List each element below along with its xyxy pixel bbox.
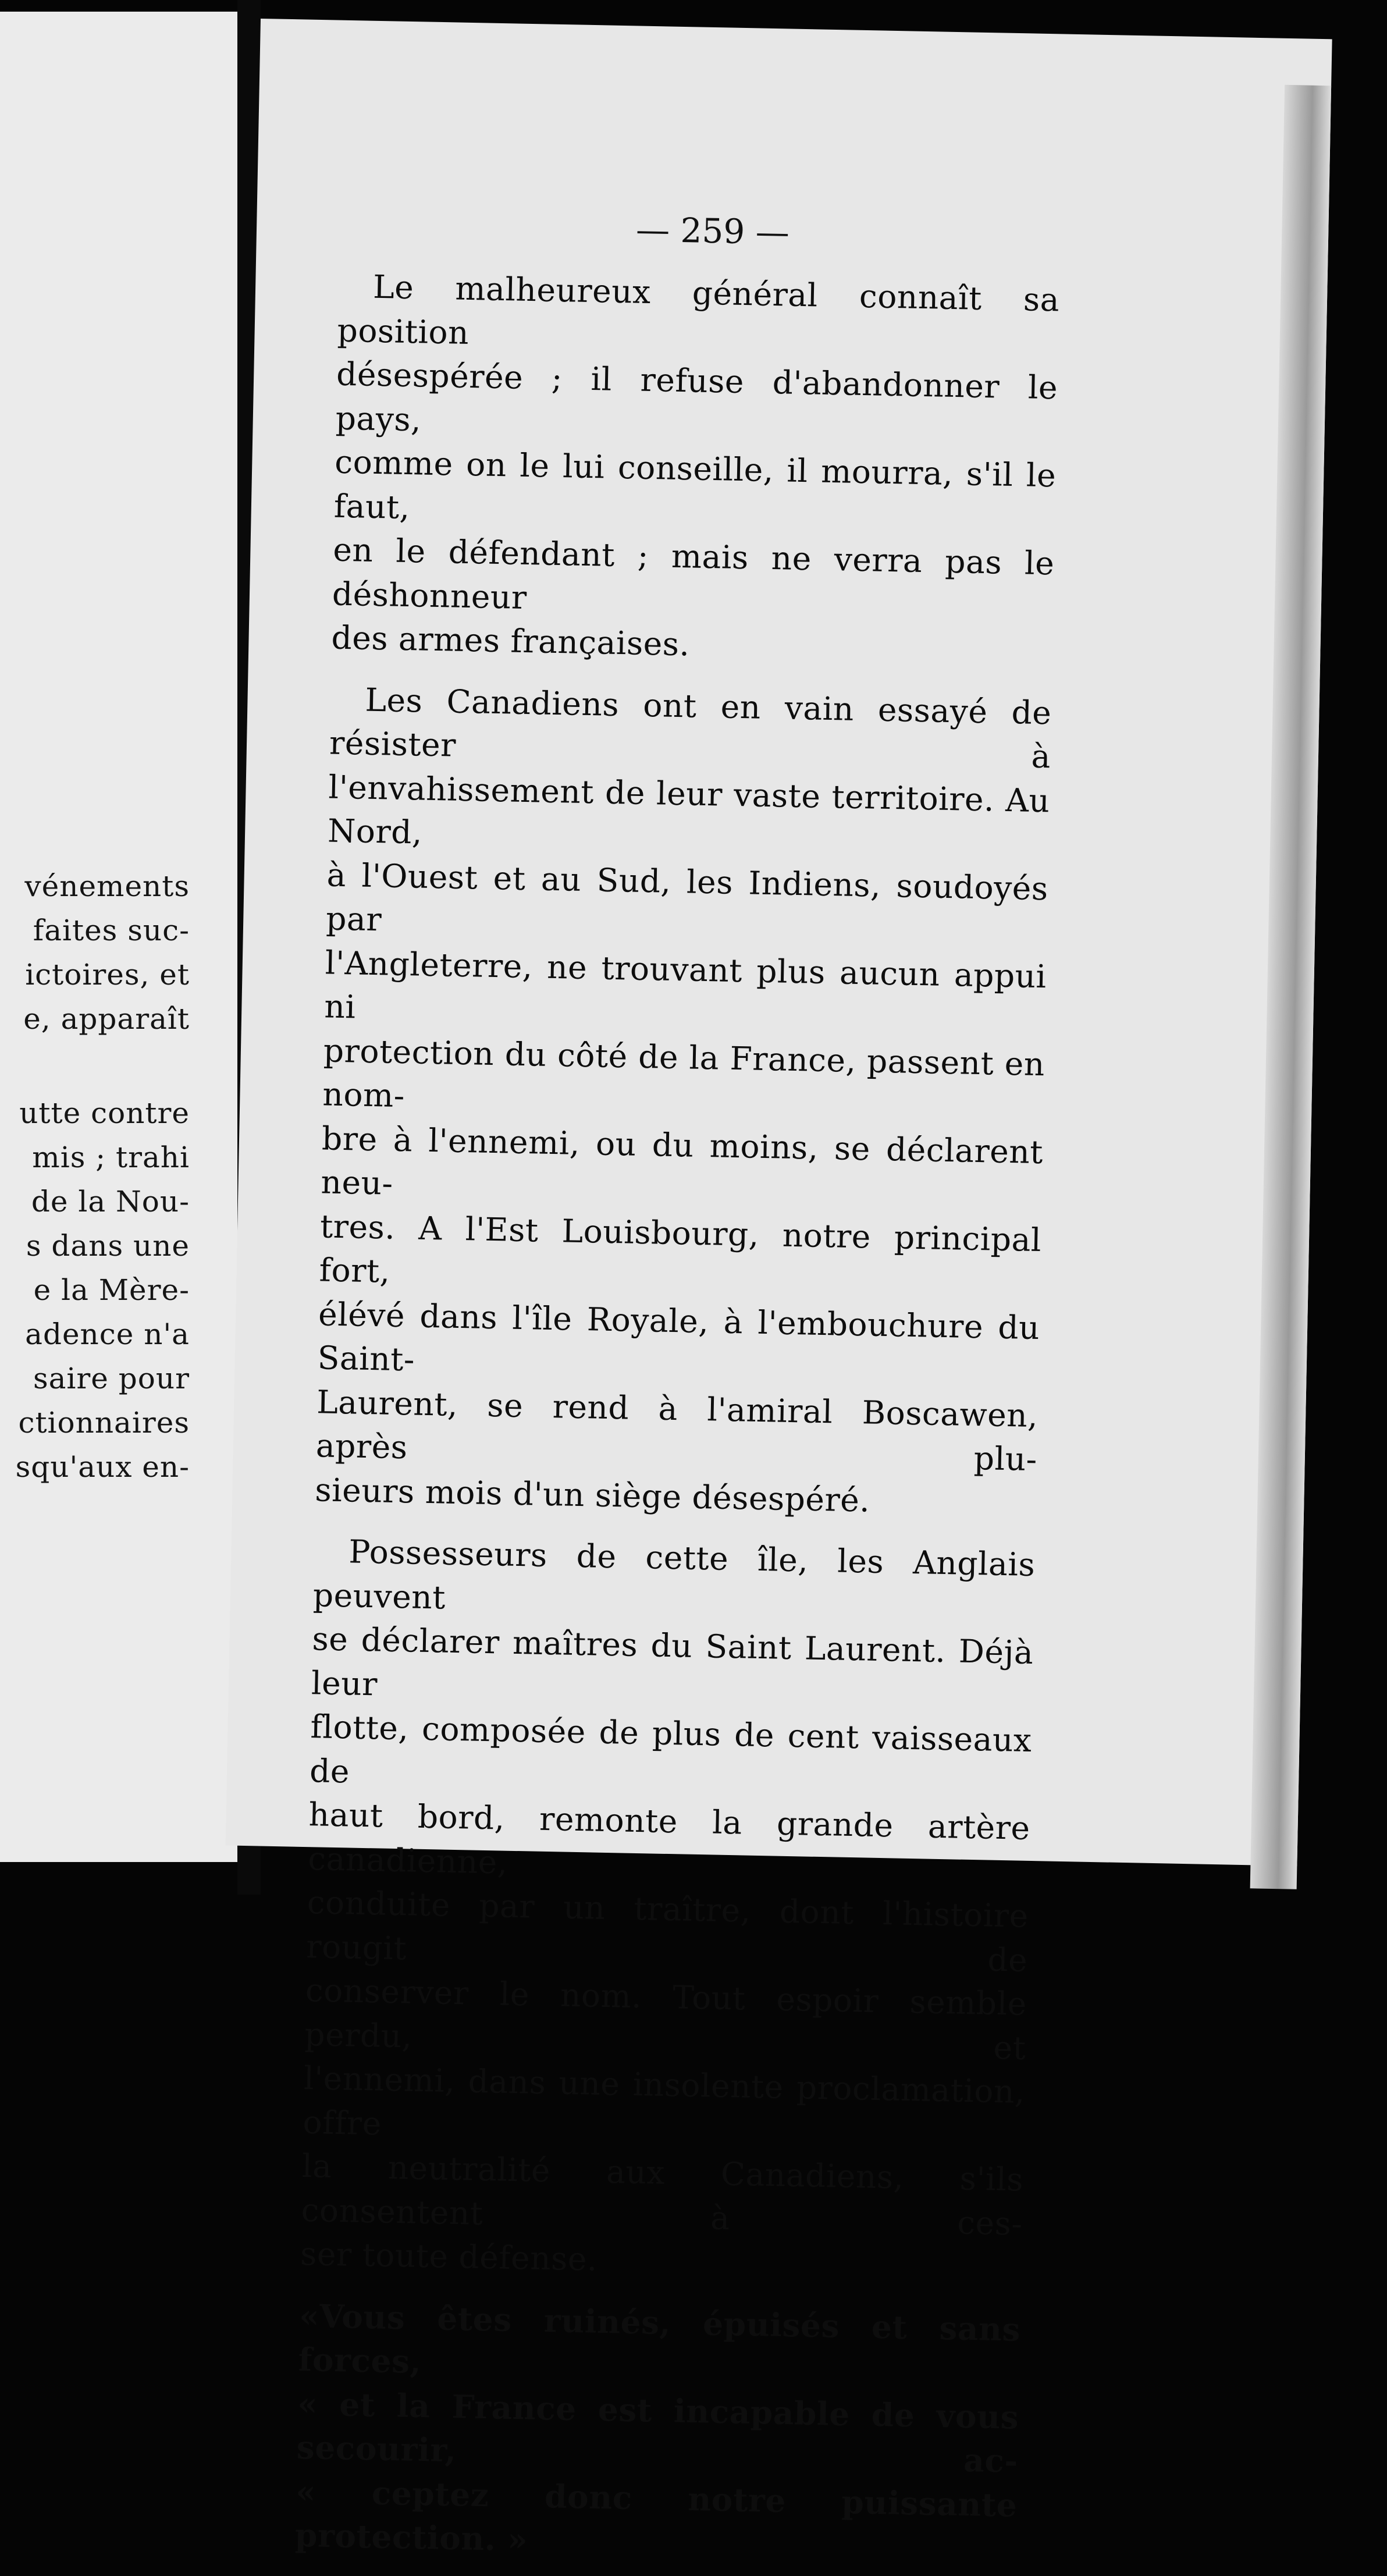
text-line: Laurent, se rend à l'amiral Boscawen, après plu- bbox=[315, 1383, 1039, 1479]
text-line: l'envahissement de leur vaste territoire. Au Nord, bbox=[327, 768, 1051, 851]
text-line: comme on le lui conseille, il mourra, s'il le faut, bbox=[333, 443, 1057, 526]
paragraph-2 bbox=[315, 677, 1052, 1526]
text-line: conduite par un traître, dont l'histoire rougit de bbox=[305, 1884, 1029, 1979]
text-line: l'ennemi, dans une insolente proclamation, offre bbox=[303, 2059, 1026, 2142]
text-line: la neutralité aux Canadiens, s'ils consentent à ces- bbox=[301, 2147, 1024, 2243]
left-page-line: de la Nou- bbox=[31, 1185, 190, 1218]
left-page-line: ictoires, et bbox=[25, 958, 190, 992]
text-line: conserver le nom. Tout espoir semble perdu, et bbox=[304, 1971, 1027, 2067]
page-edge bbox=[1250, 85, 1331, 1889]
right-page bbox=[226, 19, 1332, 2559]
text-line: en le défendant ; mais ne verra pas le déshonneur bbox=[332, 531, 1055, 616]
text-line: sieurs mois d'un siège désespéré. bbox=[314, 1470, 870, 1519]
text-line: flotte, composée de plus de cent vaisseaux de bbox=[309, 1708, 1033, 1790]
text-line: « et la France est incapable de vous secourir, ac- bbox=[296, 2384, 1019, 2480]
quote-paragraph bbox=[294, 2294, 1020, 2571]
left-page-line: squ'aux en- bbox=[15, 1450, 190, 1484]
left-page-line: s dans une bbox=[26, 1229, 190, 1263]
text-line: Le malheureux général connaît sa position bbox=[337, 268, 1060, 351]
paragraph-1 bbox=[331, 265, 1060, 674]
text-line: bre à l'ennemi, ou du moins, se déclarent neu- bbox=[321, 1119, 1044, 1202]
text-line: des armes françaises. bbox=[330, 619, 691, 663]
left-page-line: mis ; trahi bbox=[32, 1140, 190, 1174]
left-page-line: e, apparaît bbox=[23, 1002, 190, 1036]
page-number: — 259 — bbox=[635, 209, 790, 253]
left-page-line: ctionnaires bbox=[18, 1406, 190, 1440]
text-line: haut bord, remonte la grande artère canadienne, bbox=[307, 1796, 1031, 1881]
text-line: à l'Ouest et au Sud, les Indiens, soudoyés par bbox=[325, 855, 1049, 939]
left-page bbox=[0, 12, 237, 1862]
text-line: tres. A l'Est Louisbourg, notre principal fort, bbox=[319, 1207, 1042, 1290]
text-line: élévé dans l'île Royale, à l'embouchure du Saint- bbox=[317, 1295, 1040, 1378]
text-line: Les Canadiens ont en vain essayé de résister à bbox=[329, 681, 1052, 776]
text-line: désespérée ; il refuse d'abandonner le pays, bbox=[335, 355, 1058, 438]
text-block bbox=[294, 265, 1059, 2571]
text-line: protection du côté de la France, passent en nom- bbox=[322, 1031, 1045, 1115]
left-page-line: utte contre bbox=[19, 1096, 190, 1130]
text-line: « ceptez donc notre puissante protection. » bbox=[294, 2472, 1018, 2559]
left-page-line: vénements bbox=[24, 869, 190, 903]
text-line: ser toute défense. bbox=[300, 2235, 598, 2278]
text-line: «Vous êtes ruinés, épuisés et sans forces, bbox=[298, 2296, 1021, 2381]
text-line: Possesseurs de cette île, les Anglais peuvent bbox=[312, 1533, 1036, 1616]
paragraph-3 bbox=[300, 1529, 1036, 2290]
left-page-line: faites suc- bbox=[33, 914, 190, 947]
left-page-line: e la Mère- bbox=[33, 1273, 190, 1307]
text-line: l'Angleterre, ne trouvant plus aucun appui ni bbox=[323, 943, 1047, 1026]
text-line: se déclarer maîtres du Saint Laurent. Déjà leur bbox=[311, 1620, 1034, 1703]
left-page-line: saire pour bbox=[33, 1362, 190, 1395]
left-page-line: adence n'a bbox=[25, 1317, 190, 1351]
